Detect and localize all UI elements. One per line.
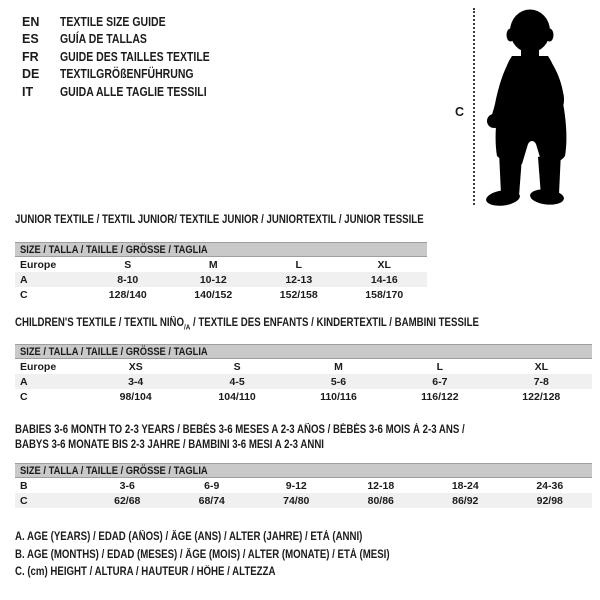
row-label: C (20, 494, 28, 507)
size-header-text: SIZE / TALLA / TAILLE / GRÖSSE / TAGLIA (20, 465, 208, 477)
footnote-b: B. AGE (MONTHS) / EDAD (MESES) / ÂGE (MOIS) / ALTER (MONATE) / ETÀ (MESI) (15, 548, 390, 561)
language-title: GUIDA ALLE TAGLIE TESSILI (60, 84, 207, 99)
language-code: DE (22, 67, 40, 82)
table-row (15, 272, 427, 287)
row-label: Europe (20, 360, 57, 373)
table-cell: M (334, 360, 343, 373)
table-cell: S (233, 360, 241, 373)
toddler-silhouette-icon (481, 4, 581, 211)
table-cell: XL (534, 360, 548, 373)
size-header-text: SIZE / TALLA / TAILLE / GRÖSSE / TAGLIA (20, 346, 208, 358)
table-cell: 24-36 (536, 479, 564, 492)
table-cell: 110/116 (320, 390, 357, 403)
table-cell: 9-12 (285, 479, 307, 492)
table-cell: 6-7 (432, 375, 448, 388)
table-cell: 3-4 (128, 375, 144, 388)
table-cell: 140/152 (194, 288, 233, 301)
size-table (15, 359, 592, 404)
table-cell: 86/92 (452, 494, 479, 507)
title-text: BABIES 3-6 MONTH TO 2-3 YEARS / BEBÉS 3-6 MESES A 2-3 AÑOS / BÉBÉS 3-6 MOIS À 2-3 ANS / (15, 424, 465, 436)
table-cell: L (436, 360, 444, 373)
table-cell: 128/140 (108, 288, 147, 301)
language-item (22, 66, 238, 84)
table-cell: XS (128, 360, 143, 373)
size-table (15, 257, 427, 302)
size-table (15, 478, 592, 508)
section-title-line (15, 213, 427, 228)
size-header-bar (15, 344, 592, 359)
table-cell: 104/110 (218, 390, 256, 403)
language-title: TEXTILE SIZE GUIDE (60, 14, 166, 29)
size-header-bar (15, 463, 592, 478)
table-cell: 14-16 (370, 273, 398, 286)
table-row (15, 359, 592, 374)
title-text: JUNIOR TEXTILE / TEXTIL JUNIOR/ TEXTILE JUNIOR / JUNIORTEXTIL / JUNIOR TESSILE (15, 214, 424, 226)
table-row (15, 478, 592, 493)
table-row (15, 374, 592, 389)
section-title-line (15, 316, 592, 331)
table-cell: 152/158 (279, 288, 318, 301)
table-cell: 122/128 (522, 390, 561, 403)
section-title (15, 423, 592, 453)
table-cell: 10-12 (199, 273, 227, 286)
section-title-line (15, 438, 592, 453)
language-title: GUIDE DES TAILLES TEXTILE (60, 49, 210, 64)
footnote-a: A. AGE (YEARS) / EDAD (AÑOS) / ÂGE (ANS) / ALTER (JAHRE) / ETÀ (ANNI) (15, 531, 363, 543)
table-cell: 8-10 (117, 273, 139, 286)
table-cell: 68/74 (198, 494, 225, 507)
table-cell: 98/104 (119, 390, 152, 403)
row-label: C (20, 390, 28, 403)
title-subscript: /A (184, 322, 191, 332)
language-list (22, 13, 238, 101)
section-title (15, 213, 427, 228)
table-cell: 6-9 (204, 479, 220, 492)
table-cell: 12-18 (367, 479, 395, 492)
table-cell: 4-5 (229, 375, 245, 388)
table-cell: 74/80 (283, 494, 310, 507)
section-babies-textile (15, 423, 592, 508)
table-row (15, 493, 592, 508)
height-measure-label: C (455, 105, 465, 119)
table-row (15, 389, 592, 404)
language-title: TEXTILGRÖßENFÜHRUNG (60, 67, 194, 82)
table-cell: 12-13 (285, 273, 313, 286)
section-junior-textile (15, 213, 427, 302)
table-cell: XL (377, 258, 391, 271)
section-title (15, 316, 592, 331)
table-cell: 80/86 (367, 494, 394, 507)
size-header-text: SIZE / TALLA / TAILLE / GRÖSSE / TAGLIA (20, 244, 208, 256)
language-item (22, 48, 238, 66)
table-cell: 116/122 (421, 390, 459, 403)
section-children-textile (15, 316, 592, 404)
row-label: C (20, 288, 28, 301)
title-text: / TEXTILE DES ENFANTS / KINDERTEXTIL / BAMBINI TESSILE (190, 317, 479, 329)
height-measure-line (473, 8, 475, 205)
table-cell: M (208, 258, 218, 271)
section-title-line (15, 423, 592, 438)
table-cell: 92/98 (536, 494, 563, 507)
table-cell: L (295, 258, 302, 271)
row-label: B (20, 479, 28, 492)
table-cell: 3-6 (119, 479, 135, 492)
language-item (22, 31, 238, 49)
language-code: FR (22, 49, 39, 64)
footnotes (15, 531, 461, 584)
table-row (15, 287, 427, 302)
title-text: CHILDREN'S TEXTILE / TEXTIL NIÑO (15, 317, 185, 329)
table-cell: 62/68 (114, 494, 141, 507)
table-cell: 7-8 (533, 375, 549, 388)
row-label: Europe (20, 258, 57, 271)
language-code: ES (22, 32, 39, 47)
language-item (22, 13, 238, 31)
table-cell: 18-24 (451, 479, 479, 492)
footnote-c: C. (cm) HEIGHT / ALTURA / HAUTEUR / HÖHE / ALTEZZA (15, 566, 276, 578)
language-code: IT (22, 84, 34, 99)
row-label: A (20, 375, 28, 388)
table-cell: S (124, 258, 132, 271)
table-cell: 5-6 (330, 375, 347, 388)
language-item (22, 83, 238, 101)
table-cell: 158/170 (365, 288, 404, 301)
size-header-bar (15, 242, 427, 257)
title-text: BABYS 3-6 MONATE BIS 2-3 JAHRE / BAMBINI 3-6 MESI A 2-3 ANNI (15, 439, 324, 451)
language-title: GUÍA DE TALLAS (60, 32, 147, 47)
table-row (15, 257, 427, 272)
language-code: EN (22, 14, 40, 29)
row-label: A (20, 273, 28, 286)
